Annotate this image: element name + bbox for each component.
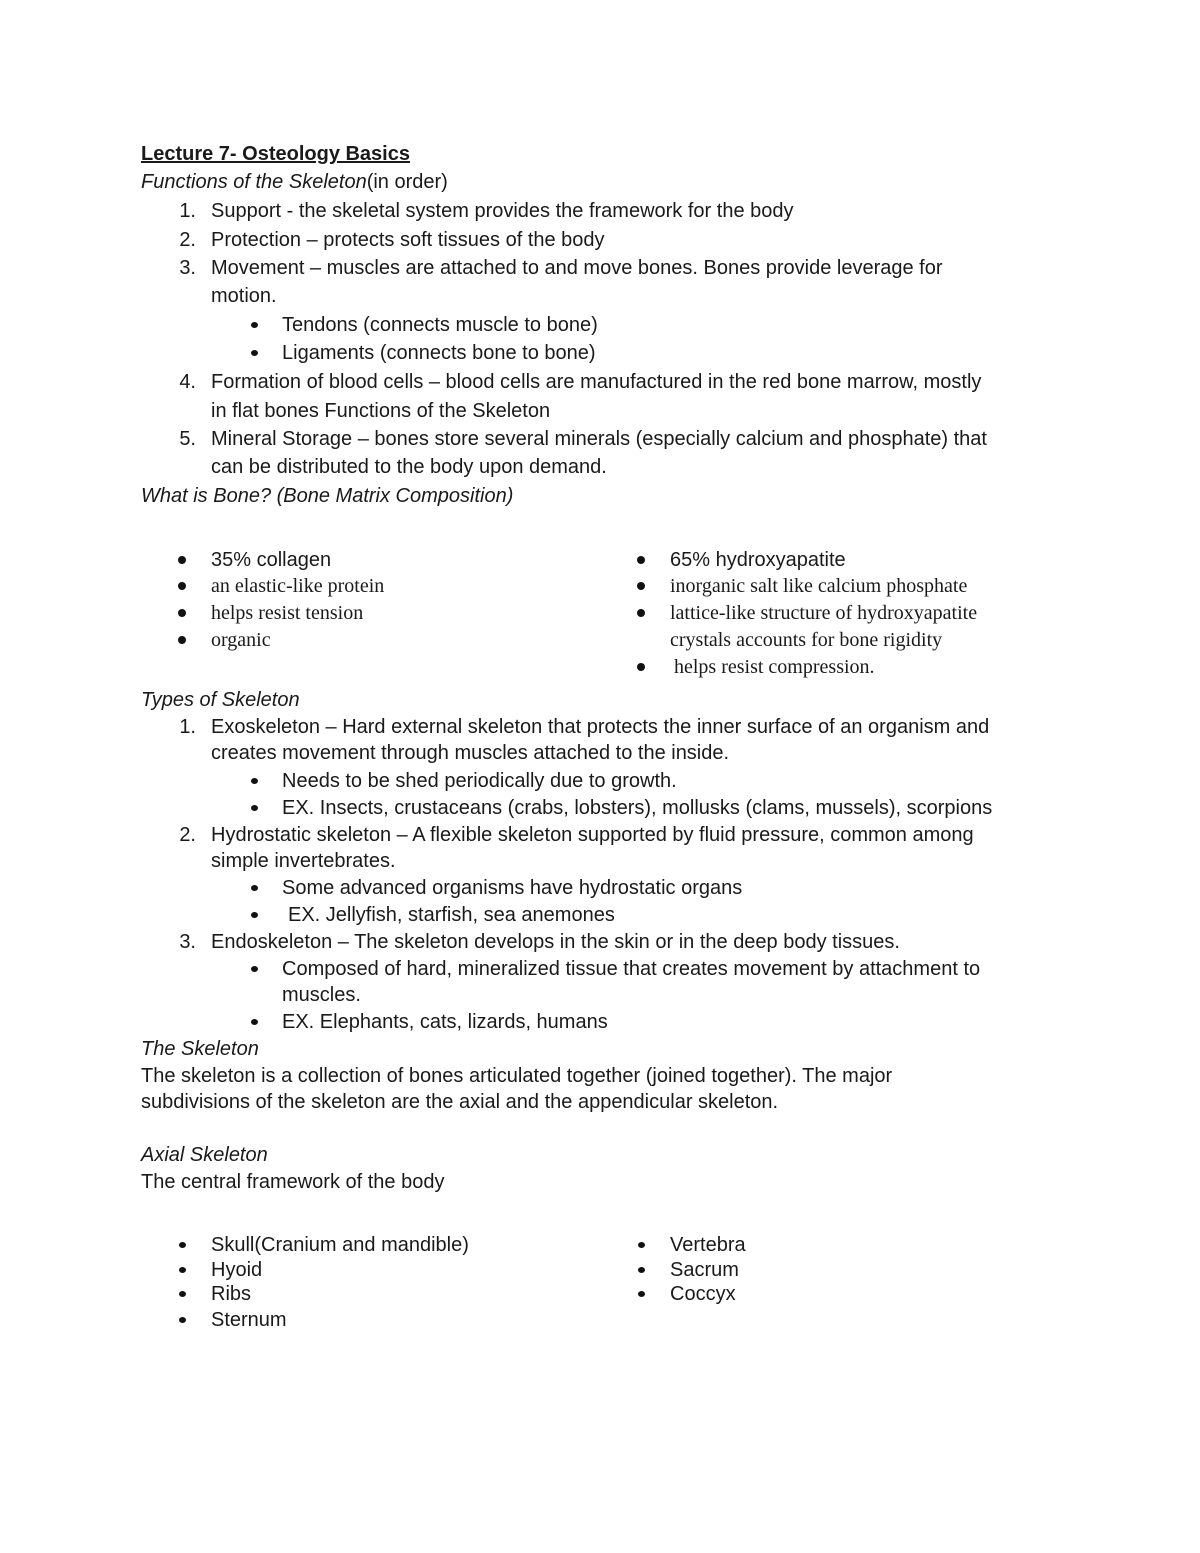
list-number: 2. <box>179 229 196 251</box>
list-item: Formation of blood cells – blood cells are manufactured in the red bone marrow, mostly <box>211 371 982 393</box>
bullet-icon <box>251 1019 258 1025</box>
list-item: Some advanced organisms have hydrostatic organs <box>282 877 743 899</box>
bullet-icon <box>179 1317 186 1323</box>
bullet-icon <box>637 582 645 590</box>
bone-heading: What is Bone? (Bone Matrix Composition) <box>141 485 514 507</box>
types-heading: Types of Skeleton <box>141 689 300 711</box>
list-item: Composed of hard, mineralized tissue that creates movement by attachment to <box>282 958 981 980</box>
bullet-icon <box>637 663 645 671</box>
list-item-cont: crystals accounts for bone rigidity <box>670 629 943 651</box>
paragraph-line: The skeleton is a collection of bones articulated together (joined together). The major <box>141 1065 893 1087</box>
list-item: Exoskeleton – Hard external skeleton that protects the inner surface of an organism and <box>211 716 990 738</box>
functions-heading-text: Functions of the Skeleton <box>141 171 367 193</box>
bullet-icon <box>251 350 258 356</box>
list-item: EX. Elephants, cats, lizards, humans <box>282 1011 608 1033</box>
list-item: Ligaments (connects bone to bone) <box>282 342 596 364</box>
list-item: Tendons (connects muscle to bone) <box>282 314 598 336</box>
list-item-cont: in flat bones Functions of the Skeleton <box>211 400 551 422</box>
bullet-icon <box>637 556 645 564</box>
list-item: Skull(Cranium and mandible) <box>211 1234 469 1256</box>
list-item: 35% collagen <box>211 549 332 571</box>
list-item: Endoskeleton – The skeleton develops in the skin or in the deep body tissues. <box>211 931 900 953</box>
list-number: 5. <box>179 428 196 450</box>
bullet-icon <box>638 1291 645 1297</box>
bullet-icon <box>637 609 645 617</box>
axial-description: The central framework of the body <box>141 1171 445 1193</box>
list-item: Support - the skeletal system provides the framework for the body <box>211 200 794 222</box>
bullet-icon <box>178 609 186 617</box>
bullet-icon <box>251 885 258 891</box>
list-item: an elastic-like protein <box>211 575 385 597</box>
list-number: 3. <box>179 257 196 279</box>
list-item-cont: muscles. <box>282 984 361 1006</box>
skeleton-heading: The Skeleton <box>141 1038 259 1060</box>
list-item: Movement – muscles are attached to and move bones. Bones provide leverage for <box>211 257 943 279</box>
list-item-cont: simple invertebrates. <box>211 850 396 872</box>
bullet-icon <box>251 322 258 328</box>
bullet-icon <box>638 1267 645 1273</box>
list-item: organic <box>211 629 271 651</box>
bullet-icon <box>178 556 186 564</box>
page-title: Lecture 7- Osteology Basics <box>141 143 410 165</box>
axial-heading: Axial Skeleton <box>141 1144 268 1166</box>
bullet-icon <box>638 1242 645 1248</box>
list-number: 1. <box>179 200 196 222</box>
list-number: 4. <box>179 371 196 393</box>
bullet-icon <box>178 636 186 644</box>
list-item: Hydrostatic skeleton – A flexible skeleton supported by fluid pressure, common among <box>211 824 974 846</box>
bullet-icon <box>179 1291 186 1297</box>
list-item: Sacrum <box>670 1259 739 1281</box>
list-item: helps resist compression. <box>674 656 875 678</box>
list-item: Ribs <box>211 1283 252 1305</box>
list-item: Needs to be shed periodically due to growth. <box>282 770 677 792</box>
bullet-icon <box>179 1267 186 1273</box>
list-item-cont: can be distributed to the body upon demand. <box>211 456 607 478</box>
functions-heading <box>141 170 448 194</box>
bullet-icon <box>251 805 258 811</box>
list-number: 1. <box>179 716 196 738</box>
list-item: 65% hydroxyapatite <box>670 549 846 571</box>
list-item: Coccyx <box>670 1283 736 1305</box>
list-item: Protection – protects soft tissues of the body <box>211 229 605 251</box>
paragraph-line: subdivisions of the skeleton are the axial and the appendicular skeleton. <box>141 1091 779 1113</box>
list-number: 2. <box>179 824 196 846</box>
bullet-icon <box>251 912 258 918</box>
list-item: EX. Insects, crustaceans (crabs, lobsters), mollusks (clams, mussels), scorpions <box>282 797 993 819</box>
list-item: inorganic salt like calcium phosphate <box>670 575 968 597</box>
list-item-cont: creates movement through muscles attached to the inside. <box>211 742 730 764</box>
list-item: Mineral Storage – bones store several minerals (especially calcium and phosphate) that <box>211 428 987 450</box>
bullet-icon <box>179 1242 186 1248</box>
list-item: EX. Jellyfish, starfish, sea anemones <box>288 904 615 926</box>
list-item-cont: motion. <box>211 285 277 307</box>
list-number: 3. <box>179 931 196 953</box>
list-item: Vertebra <box>670 1234 746 1256</box>
bullet-icon <box>251 778 258 784</box>
list-item: Hyoid <box>211 1259 263 1281</box>
list-item: helps resist tension <box>211 602 364 624</box>
bullet-icon <box>178 582 186 590</box>
list-item: Sternum <box>211 1309 287 1331</box>
list-item: lattice-like structure of hydroxyapatite <box>670 602 978 624</box>
bullet-icon <box>251 966 258 972</box>
functions-heading-suffix: (in order) <box>366 171 448 193</box>
